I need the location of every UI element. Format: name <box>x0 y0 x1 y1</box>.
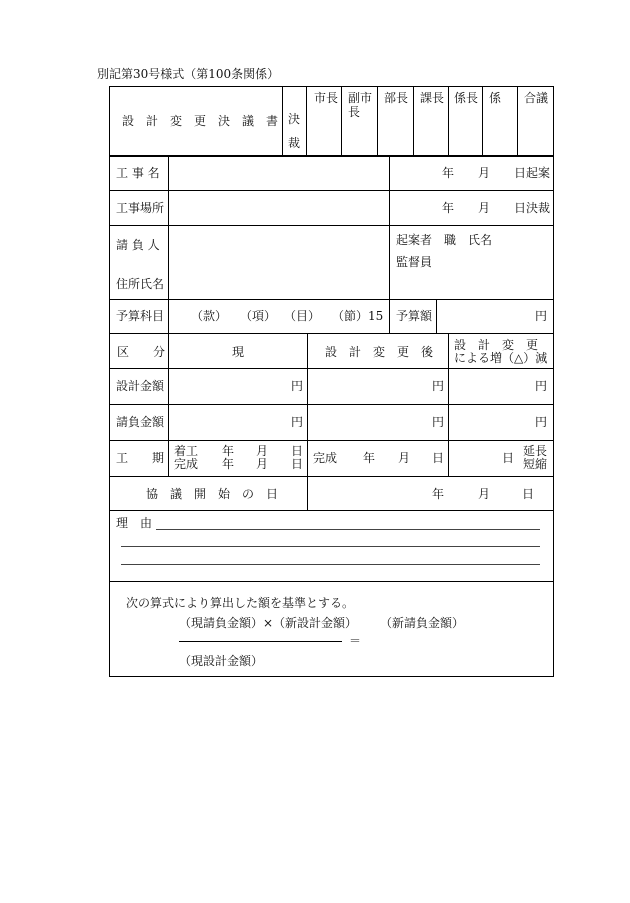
budget-setsu: （節）15 <box>332 309 384 323</box>
approver-staff: 係 <box>489 91 502 105</box>
budget-moku: （目） <box>284 309 321 323</box>
contractor-label: 請 負 人 <box>116 238 160 252</box>
drafter-label: 起案者 職 氏名 <box>396 233 493 247</box>
diff-day: 日 <box>502 451 515 465</box>
budget-kan: （款） <box>191 309 228 323</box>
approver-mayor: 市長 <box>314 91 339 105</box>
formula-intro: 次の算式により算出した額を基準とする。 <box>126 596 355 610</box>
formula-denominator: （現設計金額） <box>179 654 264 668</box>
contract-amount-label: 請負金額 <box>116 415 165 429</box>
supervisor-label: 監督員 <box>396 255 433 269</box>
kubun-label: 区 分 <box>117 345 166 359</box>
contract-diff-yen: 円 <box>535 415 548 429</box>
start-year: 年 <box>222 444 235 458</box>
formula-result: （新請負金額） <box>380 616 465 630</box>
consult-day: 日 <box>522 487 535 501</box>
start-day: 日 <box>291 444 304 458</box>
after-finish-year: 年 <box>363 451 376 465</box>
approver-vice-mayor: 副市長 <box>348 91 373 119</box>
reason-label: 理 由 <box>116 516 153 530</box>
consult-month: 月 <box>478 487 491 501</box>
extend-label: 延長 <box>523 444 548 458</box>
consult-year: 年 <box>432 487 445 501</box>
budget-kou: （項） <box>240 309 277 323</box>
after-change-label: 設 計 変 更 後 <box>325 345 434 359</box>
diff-label-2: による増（△）減 <box>454 351 548 365</box>
design-diff-yen: 円 <box>535 379 548 393</box>
approval-date: 年 月 日決裁 <box>442 201 551 215</box>
draft-date: 年 月 日起案 <box>442 166 551 180</box>
fraction-bar <box>179 641 342 642</box>
project-name-label: 工 事 名 <box>116 166 160 180</box>
contractor-address-label: 住所氏名 <box>116 277 165 291</box>
reason-line-2 <box>121 546 540 547</box>
design-current-yen: 円 <box>291 379 304 393</box>
reason-line-1 <box>156 529 540 530</box>
budget-yen: 円 <box>535 309 548 323</box>
design-amount-label: 設計金額 <box>116 379 165 393</box>
formula-numerator: （現請負金額）×（新設計金額） <box>179 616 358 630</box>
after-finish-month: 月 <box>398 451 411 465</box>
period-label: 工 期 <box>116 451 165 465</box>
diff-label-1: 設 計 変 更 <box>454 338 539 352</box>
approver-chief: 係長 <box>454 91 479 105</box>
start-month: 月 <box>256 444 269 458</box>
approver-dept-head: 部長 <box>384 91 409 105</box>
approver-consultation: 合議 <box>524 91 549 105</box>
budget-amount-label: 予算額 <box>396 309 433 323</box>
finish-month: 月 <box>256 457 269 471</box>
reason-line-3 <box>121 564 540 565</box>
kessai-char-2: 裁 <box>288 136 301 150</box>
form-title: 別記第30号様式（第100条関係） <box>97 67 280 81</box>
finish-label: 完成 <box>174 457 199 471</box>
project-place-label: 工事場所 <box>116 201 165 215</box>
contract-current-yen: 円 <box>291 415 304 429</box>
consult-label: 協 議 開 始 の 日 <box>146 487 279 501</box>
finish-day: 日 <box>291 457 304 471</box>
after-finish-day: 日 <box>432 451 445 465</box>
approver-section-head: 課長 <box>420 91 445 105</box>
contract-after-yen: 円 <box>432 415 445 429</box>
start-label: 着工 <box>174 444 199 458</box>
kessai-char-1: 決 <box>288 112 301 126</box>
current-label: 現 <box>232 345 245 359</box>
budget-label: 予算科目 <box>116 309 165 323</box>
after-finish-label: 完成 <box>313 451 338 465</box>
doc-title: 設 計 変 更 決 議 書 <box>122 114 279 128</box>
finish-year: 年 <box>222 457 235 471</box>
shorten-label: 短縮 <box>523 457 548 471</box>
formula-equals: ＝ <box>349 634 362 648</box>
design-after-yen: 円 <box>432 379 445 393</box>
